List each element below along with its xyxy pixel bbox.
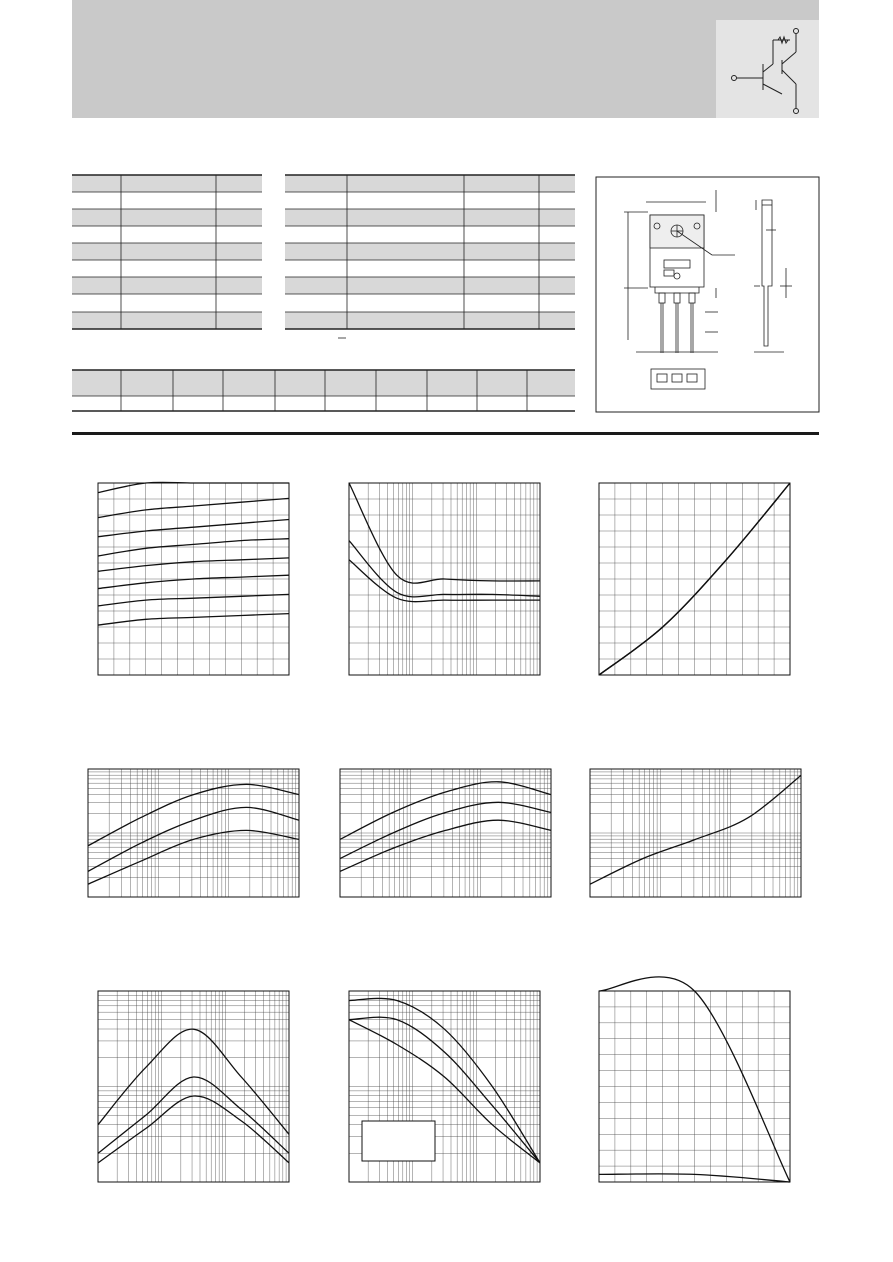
hfe-ic-characteristics-1 xyxy=(88,769,299,897)
safe-operating-area xyxy=(349,991,540,1182)
ic-vce-characteristics xyxy=(98,482,289,675)
series-line-curve-3 xyxy=(88,830,299,884)
chart-grid xyxy=(98,991,289,1182)
ic-vce-sat-characteristics xyxy=(349,483,540,675)
thermal-resistance-characteristics xyxy=(590,769,801,897)
series-line-curve-3 xyxy=(98,1096,289,1163)
series-line-curve-2 xyxy=(349,541,540,597)
pc-ta-derating xyxy=(599,977,790,1182)
series-line-curve-1 xyxy=(590,775,801,884)
chart-grid xyxy=(590,769,801,897)
series-line-curve-1 xyxy=(88,784,299,845)
series-line-curve-1 xyxy=(349,483,540,583)
chart-grid xyxy=(340,769,551,897)
chart-grid xyxy=(599,483,790,675)
ic-vbe-characteristics xyxy=(599,483,790,675)
series-line-curve-3 xyxy=(340,820,551,871)
legend-box xyxy=(362,1121,435,1161)
series-line-curve-1 xyxy=(98,1029,289,1134)
ft-ie-characteristics xyxy=(98,991,289,1182)
chart-grid xyxy=(599,991,790,1182)
hfe-ic-characteristics-2 xyxy=(340,769,551,897)
